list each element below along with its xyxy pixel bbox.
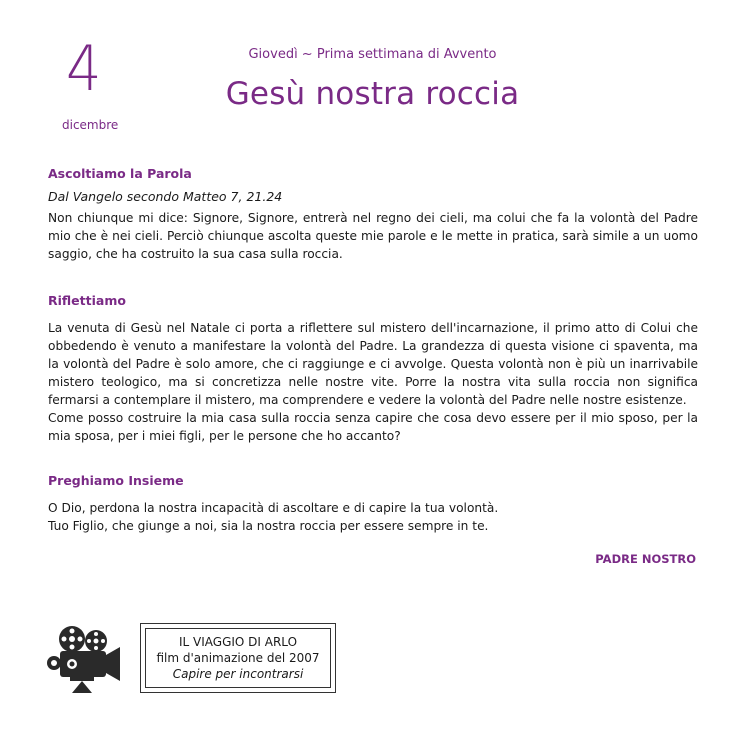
reflection-paragraph-2: Come posso costruire la mia casa sulla roccia senza capire che cosa devo essere per il mio sposo, per la mia sposa, per i miei figli, per le persone che ho accanto? <box>48 411 698 443</box>
reflection-text <box>48 319 698 445</box>
month-label: dicembre <box>62 118 119 132</box>
film-title: IL VIAGGIO DI ARLO <box>178 635 298 649</box>
reflection-paragraph-1: La venuta di Gesù nel Natale ci porta a riflettere sul mistero dell'incarnazione, il primo atto di Colui che obbedendo è venuto a manifestare la volontà del Padre. La grandezza di questa visione ci spaventa, ma la volontà del Padre è solo amore, che ci raggiunge e ci avvolge. Questa volontà non è più un inarrivabile mistero teologico, ma si concretizza nelle nostre vite. Porre la nostra vita sulla roccia non significa fermarsi a contemplare il mistero, ma comprendere e vedere la volontà del Padre nelle nostre esistenze. <box>48 321 698 407</box>
prayer-line-2: Tuo Figlio, che giunge a noi, sia la nostra roccia per essere sempre in te. <box>48 519 489 533</box>
film-tagline: Capire per incontrarsi <box>172 667 304 681</box>
reflect-heading: Riflettiamo <box>48 293 126 308</box>
pray-heading: Preghiamo Insieme <box>48 473 184 488</box>
listen-heading: Ascoltiamo la Parola <box>48 166 192 181</box>
gospel-text <box>48 209 698 263</box>
prayer-text <box>48 499 698 535</box>
film-box <box>140 623 336 693</box>
subtitle-text: Giovedì ~ Prima settimana di Avvento <box>248 47 497 62</box>
gospel-reference: Dal Vangelo secondo Matteo 7, 21.24 <box>48 189 283 204</box>
subtitle <box>0 47 745 62</box>
gospel-paragraph: Non chiunque mi dice: Signore, Signore, entrerà nel regno dei cieli, ma colui che fa la volontà del Padre mio che è nei cieli. Perciò chiunque ascolta queste mie parole e le mette in pratica, sarà simile a un uomo saggio, che ha costruito la sua casa sulla roccia. <box>48 211 698 261</box>
day-number: 4 <box>65 32 102 105</box>
film-camera-icon <box>46 623 124 695</box>
film-box-inner <box>145 628 331 688</box>
closing-prayer: PADRE NOSTRO <box>595 552 696 566</box>
film-description: film d'animazione del 2007 <box>156 651 320 665</box>
page-title: Gesù nostra roccia <box>225 76 520 112</box>
prayer-line-1: O Dio, perdona la nostra incapacità di ascoltare e di capire la tua volontà. <box>48 501 499 515</box>
